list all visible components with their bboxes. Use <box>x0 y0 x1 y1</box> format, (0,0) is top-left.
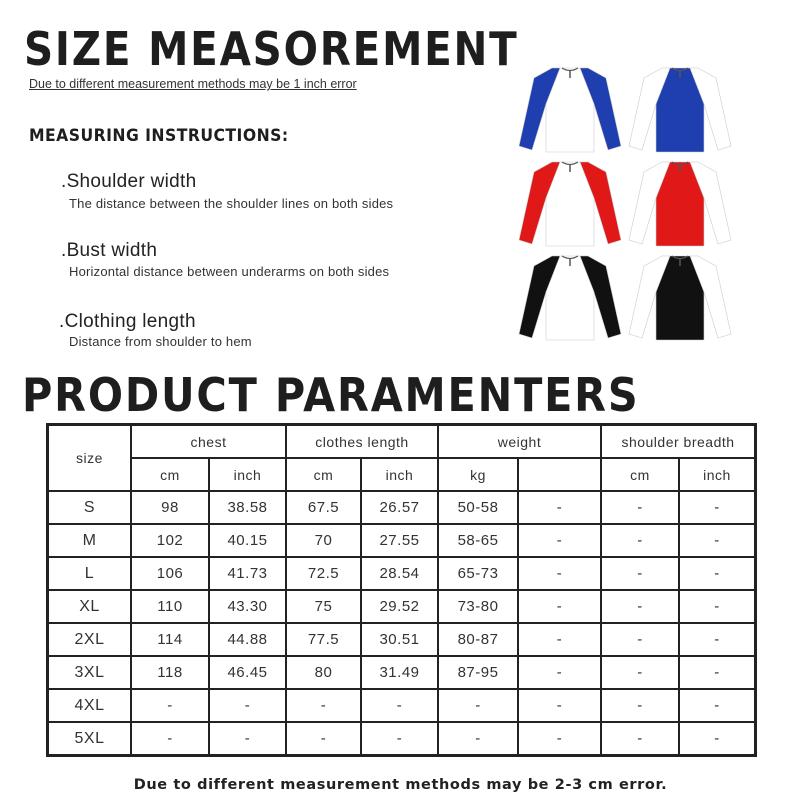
value-cell: 58-65 <box>438 524 518 557</box>
weight-header: weight <box>438 425 601 458</box>
value-cell: 102 <box>131 524 209 557</box>
size-cell: 2XL <box>48 623 131 656</box>
value-cell: - <box>286 722 361 755</box>
value-cell: 72.5 <box>286 557 361 590</box>
size-cell: M <box>48 524 131 557</box>
value-cell: - <box>518 656 601 689</box>
value-cell: 118 <box>131 656 209 689</box>
value-cell: - <box>601 557 679 590</box>
instruction-label: .Clothing length <box>59 311 196 332</box>
unit-header <box>518 458 601 491</box>
table-row <box>48 656 755 689</box>
value-cell: - <box>438 722 518 755</box>
instructions-title: MEASURING INSTRUCTIONS: <box>29 126 289 146</box>
value-cell: 70 <box>286 524 361 557</box>
value-cell: 110 <box>131 590 209 623</box>
value-cell: 40.15 <box>209 524 286 557</box>
shirt-image <box>626 64 734 156</box>
table-row <box>48 623 755 656</box>
shirt-image <box>516 252 624 344</box>
value-cell: - <box>209 689 286 722</box>
value-cell: - <box>679 689 755 722</box>
size-cell: 3XL <box>48 656 131 689</box>
value-cell: 27.55 <box>361 524 438 557</box>
value-cell: 41.73 <box>209 557 286 590</box>
value-cell: - <box>518 722 601 755</box>
table-row <box>48 590 755 623</box>
table-row <box>48 722 755 755</box>
unit-header: cm <box>131 458 209 491</box>
table-row <box>48 557 755 590</box>
value-cell: - <box>131 689 209 722</box>
value-cell: - <box>679 590 755 623</box>
value-cell: - <box>361 722 438 755</box>
value-cell: - <box>438 689 518 722</box>
size-measurement-title: SIZE MEASOREMENT <box>24 22 519 76</box>
table-row <box>48 524 755 557</box>
value-cell: - <box>679 524 755 557</box>
instruction-label: .Shoulder width <box>61 171 197 192</box>
size-header: size <box>48 425 131 491</box>
value-cell: 87-95 <box>438 656 518 689</box>
size-cell: L <box>48 557 131 590</box>
value-cell: - <box>679 491 755 524</box>
value-cell: 38.58 <box>209 491 286 524</box>
value-cell: - <box>679 557 755 590</box>
table-row <box>48 491 755 524</box>
value-cell: 67.5 <box>286 491 361 524</box>
unit-header: inch <box>679 458 755 491</box>
instruction-label: .Bust width <box>61 240 158 261</box>
shirt-image <box>626 252 734 344</box>
value-cell: 98 <box>131 491 209 524</box>
value-cell: 30.51 <box>361 623 438 656</box>
value-cell: 28.54 <box>361 557 438 590</box>
instruction-desc: Distance from shoulder to hem <box>69 334 252 349</box>
size-cell: 4XL <box>48 689 131 722</box>
value-cell: - <box>286 689 361 722</box>
size-cell: S <box>48 491 131 524</box>
size-cell: XL <box>48 590 131 623</box>
instruction-desc: Horizontal distance between underarms on both sides <box>69 264 390 279</box>
shirt-image <box>626 158 734 250</box>
chest-header: chest <box>131 425 286 458</box>
value-cell: - <box>601 689 679 722</box>
shoulder-header: shoulder breadth <box>601 425 755 458</box>
size-table <box>46 423 757 757</box>
footer-note: Due to different measurement methods may be 2-3 cm error. <box>133 777 668 793</box>
unit-header: cm <box>286 458 361 491</box>
product-parameters-title: PRODUCT PARAMENTERS <box>22 368 640 422</box>
value-cell: - <box>518 590 601 623</box>
value-cell: - <box>601 722 679 755</box>
value-cell: 46.45 <box>209 656 286 689</box>
error-note: Due to different measurement methods may be 1 inch error <box>29 77 357 91</box>
value-cell: 26.57 <box>361 491 438 524</box>
value-cell: - <box>518 623 601 656</box>
instruction-desc: The distance between the shoulder lines on both sides <box>69 196 394 211</box>
value-cell: - <box>601 623 679 656</box>
value-cell: 80 <box>286 656 361 689</box>
value-cell: - <box>601 491 679 524</box>
length-header: clothes length <box>286 425 438 458</box>
value-cell: 73-80 <box>438 590 518 623</box>
size-cell: 5XL <box>48 722 131 755</box>
value-cell: - <box>518 689 601 722</box>
value-cell: - <box>209 722 286 755</box>
value-cell: 80-87 <box>438 623 518 656</box>
unit-header: inch <box>361 458 438 491</box>
value-cell: 29.52 <box>361 590 438 623</box>
value-cell: - <box>679 722 755 755</box>
value-cell: - <box>131 722 209 755</box>
unit-header: cm <box>601 458 679 491</box>
value-cell: 65-73 <box>438 557 518 590</box>
value-cell: - <box>601 656 679 689</box>
value-cell: - <box>679 656 755 689</box>
value-cell: 31.49 <box>361 656 438 689</box>
value-cell: 77.5 <box>286 623 361 656</box>
value-cell: - <box>518 491 601 524</box>
table-row <box>48 689 755 722</box>
value-cell: 50-58 <box>438 491 518 524</box>
value-cell: 106 <box>131 557 209 590</box>
unit-header: kg <box>438 458 518 491</box>
value-cell: - <box>361 689 438 722</box>
value-cell: 43.30 <box>209 590 286 623</box>
unit-header: inch <box>209 458 286 491</box>
value-cell: - <box>518 557 601 590</box>
value-cell: - <box>518 524 601 557</box>
value-cell: - <box>601 590 679 623</box>
value-cell: 44.88 <box>209 623 286 656</box>
value-cell: 75 <box>286 590 361 623</box>
value-cell: 114 <box>131 623 209 656</box>
shirt-image <box>516 158 624 250</box>
shirt-image <box>516 64 624 156</box>
value-cell: - <box>679 623 755 656</box>
value-cell: - <box>601 524 679 557</box>
